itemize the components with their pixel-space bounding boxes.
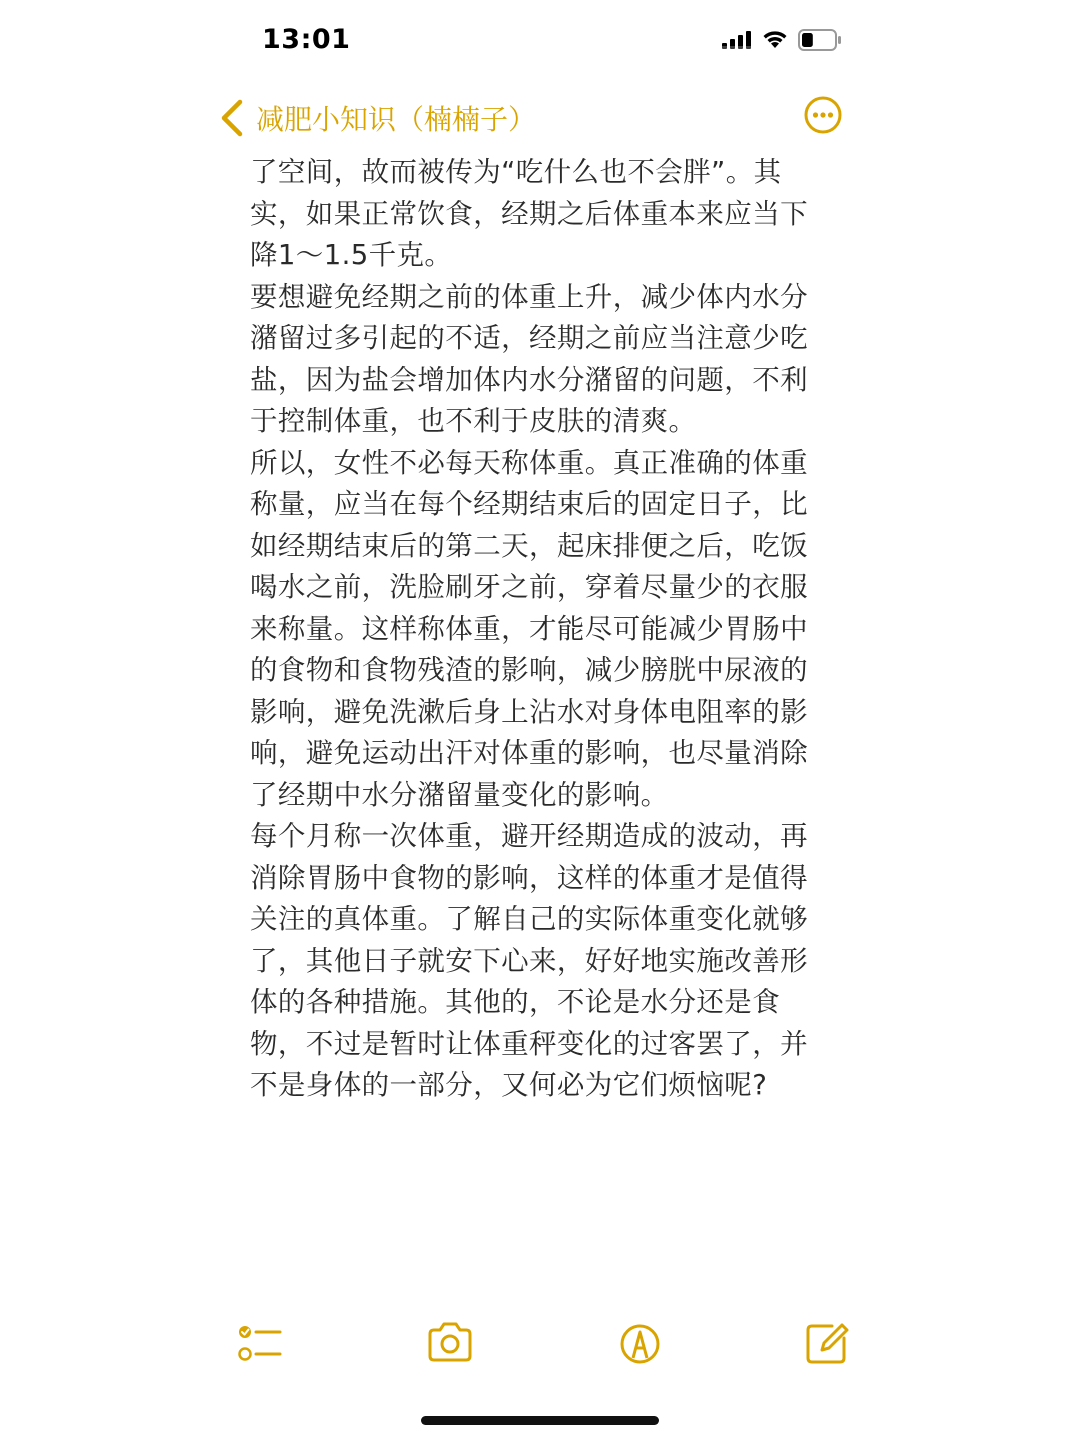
battery-icon: [798, 29, 842, 55]
wifi-icon: [762, 30, 788, 54]
more-button[interactable]: [804, 96, 842, 134]
status-bar: [0, 0, 1080, 84]
markup-button[interactable]: [616, 1318, 664, 1366]
markup-pen-icon: [616, 1318, 664, 1366]
signal-icon: [722, 31, 752, 53]
checklist-icon: [236, 1318, 284, 1366]
bottom-toolbar: [0, 1318, 1080, 1378]
chevron-left-icon: [218, 98, 246, 138]
camera-icon: [426, 1318, 474, 1366]
status-icons: [722, 30, 842, 54]
compose-icon: [804, 1318, 852, 1366]
checklist-button[interactable]: [236, 1318, 284, 1366]
camera-button[interactable]: [426, 1318, 474, 1366]
note-paragraph-3: 所以，女性不必每天称体重。真正准确的体重称量，应当在每个经期结束后的固定日子，比如经期结束后的第二天，起床排便之后，吃饭喝水之前，洗脸刷牙之前，穿着尽量少的衣服来称量。这样称体重，才能尽可能减少胃肠中的食物和食物残渣的影响，减少膀胱中尿液的影响，避免洗漱后身上沾水对身体电阻率的影响，避免运动出汗对体重的影响，也尽量消除了经期中水分潴留量变化的影响。: [250, 446, 808, 811]
status-time: 13:01: [262, 24, 351, 55]
nav-title: 减肥小知识（楠楠子）: [256, 103, 537, 136]
compose-button[interactable]: [804, 1318, 852, 1366]
nav-bar: [0, 88, 1080, 148]
home-indicator[interactable]: [421, 1416, 659, 1425]
note-paragraph-4: 每个月称一次体重，避开经期造成的波动，再消除胃肠中食物的影响，这样的体重才是值得关注的真体重。了解自己的实际体重变化就够了，其他日子就安下心来，好好地实施改善形体的各种措施。其他的，不论是水分还是食物，不过是暂时让体重秤变化的过客罢了，并不是身体的一部分，又何必为它们烦恼呢?: [250, 820, 808, 1101]
note-body[interactable]: [250, 152, 814, 1252]
note-paragraph-1: 了空间，故而被传为“吃什么也不会胖”。其实，如果正常饮食，经期之后体重本来应当下降1～1.5千克。: [250, 156, 808, 271]
ellipsis-circle-icon: [804, 96, 842, 134]
note-paragraph-2: 要想避免经期之前的体重上升，减少体内水分潴留过多引起的不适，经期之前应当注意少吃盐，因为盐会增加体内水分潴留的问题，不利于控制体重，也不利于皮肤的清爽。: [250, 280, 808, 437]
back-button[interactable]: [218, 96, 536, 140]
